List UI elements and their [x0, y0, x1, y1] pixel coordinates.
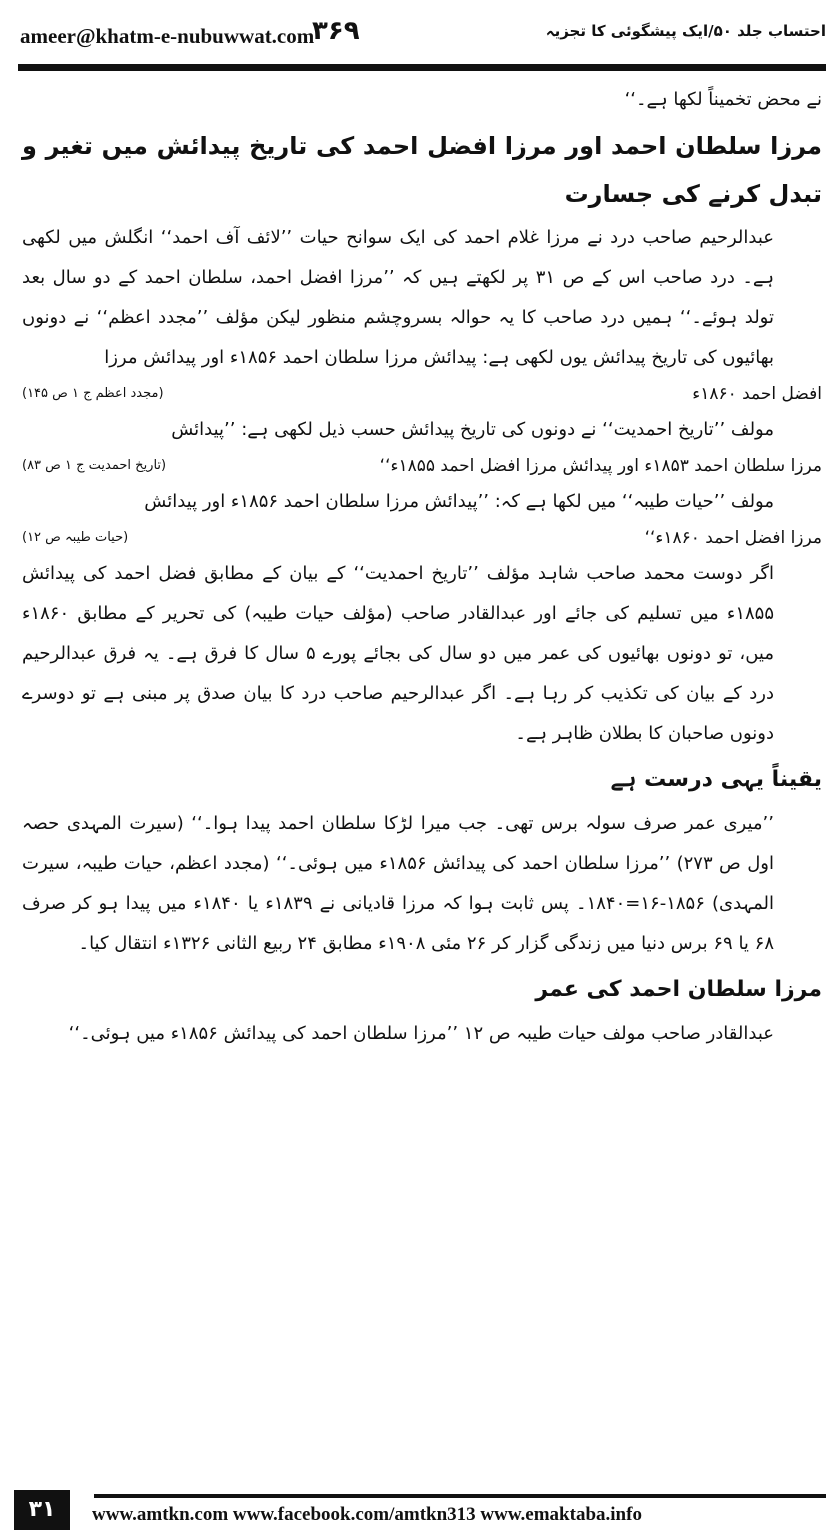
footer-links[interactable]: www.amtkn.com www.facebook.com/amtkn313 www.emaktaba.info — [92, 1504, 642, 1525]
footer-page-number: ۳۱ — [14, 1490, 70, 1530]
paragraph-6: عبدالقادر صاحب مولف حیات طیبہ ص ۱۲ ’’مرزا سلطان احمد کی پیدائش ۱۸۵۶ء میں ہوئی۔‘‘ — [68, 1023, 774, 1044]
ref-line-1 — [22, 378, 822, 410]
paragraph-2-end: مرزا سلطان احمد ۱۸۵۳ء اور پیدائش مرزا افضل احمد ۱۸۵۵ء‘‘ — [379, 456, 822, 476]
ref-line-3 — [22, 522, 822, 554]
paragraph-5: ’’میری عمر صرف سولہ برس تھی۔ جب میرا لڑکا سلطان احمد پیدا ہوا۔‘‘ (سیرت المہدی حصہ اول ص ۲۷۳) ’’مرزا سلطان احمد کی پیدائش ۱۸۵۶ء میں ہوئی۔‘‘ (مجدد اعظم، حیات طیبہ، سیرت المہدی) ۱۸۵۶-۱۶=۱۸۴۰۔ پس ثابت ہوا کہ مرزا قادیانی نے ۱۸۳۹ء یا ۱۸۴۰ء میں پیدا ہو کر صرف ۶۸ یا ۶۹ برس دنیا میں زندگی گزار کر ۲۶ مئی ۱۹۰۸ء مطابق ۲۴ ربیع الثانی ۱۳۲۶ء انتقال کیا۔ — [22, 813, 774, 954]
heading-sultan-ahmad-age: مرزا سلطان احمد کی عمر — [535, 977, 822, 1002]
heading-birth-dates: مرزا سلطان احمد اور مرزا افضل احمد کی تاریخ پیدائش میں تغیر و تبدل کرنے کی جسارت — [22, 132, 822, 208]
header-book-title: احتساب جلد ۵۰/ایک پیشگوئی کا تجزیہ — [545, 22, 826, 40]
paragraph-3-end: مرزا افضل احمد ۱۸۶۰ء‘‘ — [644, 528, 822, 548]
paragraph-3: مولف ’’حیات طیبہ‘‘ میں لکھا ہے کہ: ’’پیدائش مرزا سلطان احمد ۱۸۵۶ء اور پیدائش — [144, 491, 774, 512]
paragraph-1-end: افضل احمد ۱۸۶۰ء — [692, 384, 822, 404]
page-footer — [14, 1490, 826, 1530]
paragraph-0: نے محض تخمیناً لکھا ہے۔‘‘ — [624, 89, 822, 110]
heading-certainly-correct: یقیناً یہی درست ہے — [610, 767, 822, 792]
paragraph-2: مولف ’’تاریخ احمدیت‘‘ نے دونوں کی تاریخ پیدائش حسب ذیل لکھی ہے: ’’پیدائش — [171, 419, 774, 440]
page-header — [20, 14, 826, 54]
reference-3: (حیات طیبہ ص ۱۲) — [22, 530, 129, 545]
header-email: ameer@khatm-e-nubuwwat.com — [20, 24, 315, 48]
reference-2: (تاریخ احمدیت ج ۱ ص ۸۳) — [22, 458, 167, 473]
header-rule — [18, 64, 826, 71]
ref-line-2 — [22, 450, 822, 482]
footer-rule — [94, 1494, 826, 1498]
paragraph-1: عبدالرحیم صاحب درد نے مرزا غلام احمد کی ایک سوانح حیات ’’لائف آف احمد‘‘ انگلش میں لکھی ہے۔ درد صاحب اس کے ص ۳۱ پر لکھتے ہیں کہ ’’مرزا افضل احمد، سلطان احمد کے دو سال بعد تولد ہوئے۔‘‘ ہمیں درد صاحب کا یہ حوالہ بسروچشم منظور لیکن مؤلف ’’مجدد اعظم‘‘ نے دونوں بھائیوں کی تاریخ پیدائش یوں لکھی ہے: پیدائش مرزا سلطان احمد ۱۸۵۶ء اور پیدائش مرزا — [22, 227, 774, 368]
header-page-number: ۳۶۹ — [312, 16, 360, 46]
page-content — [22, 80, 822, 1054]
paragraph-4: اگر دوست محمد صاحب شاہد مؤلف ’’تاریخ احمدیت‘‘ کے بیان کے مطابق فضل احمد کی پیدائش ۱۸۵۵ء میں تسلیم کی جائے اور عبدالقادر صاحب (مؤلف حیات طیبہ) کی تحریر کے مطابق ۱۸۶۰ء میں، تو دونوں بھائیوں کی عمر میں دو سال کی بجائے پورے ۵ سال کا فرق ہے۔ یہ فرق عبدالرحیم درد کے بیان کی تکذیب کر رہا ہے۔ اگر عبدالرحیم صاحب درد کا بیان صدق پر مبنی ہے تو دوسرے دونوں صاحبان کا بطلان ظاہر ہے۔ — [22, 563, 775, 744]
reference-1: (مجدد اعظم ج ۱ ص ۱۴۵) — [22, 386, 164, 401]
